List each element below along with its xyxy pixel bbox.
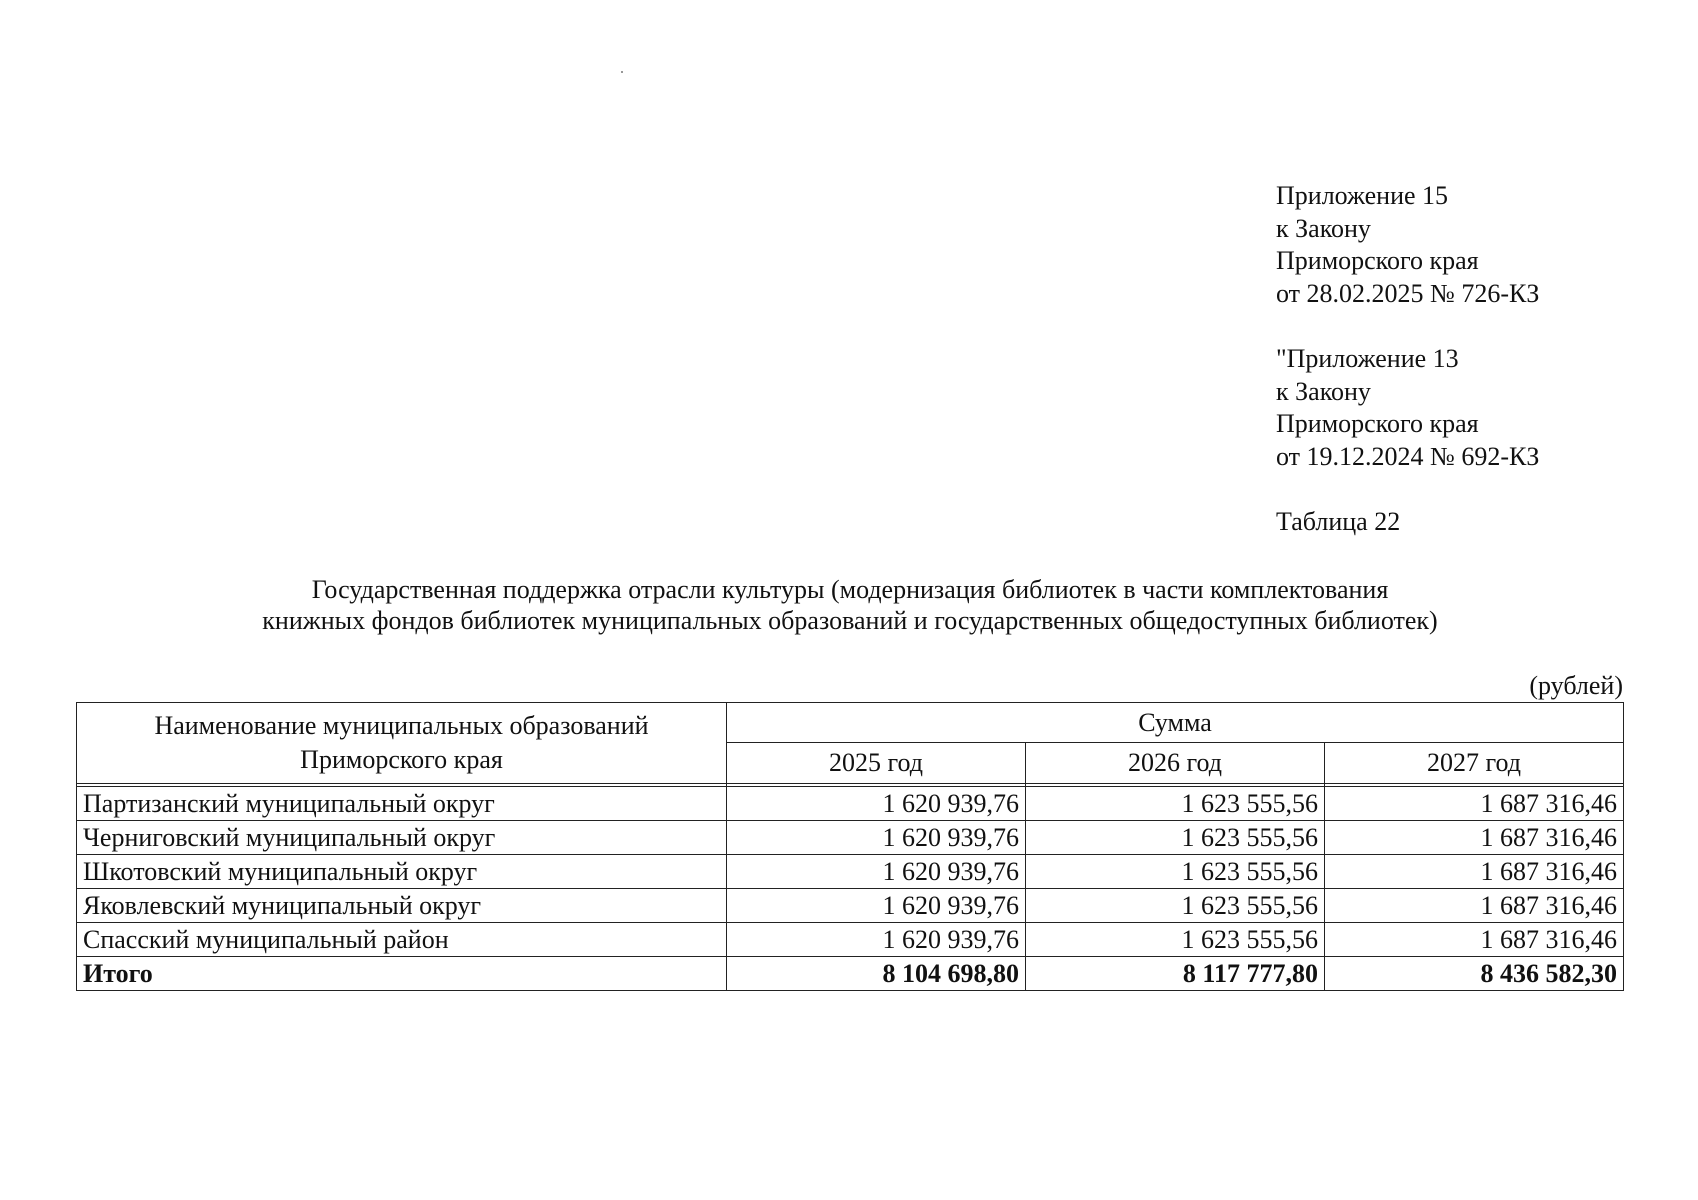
municipality-header-line: Наименование муниципальных образований (154, 711, 649, 740)
municipality-name-cell: Яковлевский муниципальный округ (77, 889, 727, 923)
amount-2026-cell: 1 623 555,56 (1026, 821, 1325, 855)
municipality-name-cell: Спасский муниципальный район (77, 923, 727, 957)
amount-2026-cell: 1 623 555,56 (1026, 889, 1325, 923)
amount-2025-cell: 1 620 939,76 (727, 889, 1026, 923)
appendix-previous-line: от 19.12.2024 № 692-КЗ (1276, 441, 1540, 471)
document-title (150, 574, 1550, 636)
amount-2027-cell: 1 687 316,46 (1325, 923, 1624, 957)
total-row (77, 957, 1624, 991)
appendix-current-line: от 28.02.2025 № 726-КЗ (1276, 278, 1540, 308)
appendix-current-reference (1276, 180, 1539, 310)
total-2025-cell: 8 104 698,80 (727, 957, 1026, 991)
appendix-previous-line: к Закону (1276, 376, 1371, 406)
amount-2025-cell: 1 620 939,76 (727, 787, 1026, 821)
amount-2025-cell: 1 620 939,76 (727, 855, 1026, 889)
scan-speck (621, 71, 623, 73)
table-number: Таблица 22 (1276, 507, 1401, 536)
amount-2027-cell: 1 687 316,46 (1325, 821, 1624, 855)
municipality-header-line: Приморского края (300, 745, 503, 774)
table-row (77, 855, 1624, 889)
table-row (77, 821, 1624, 855)
total-2027-cell: 8 436 582,30 (1325, 957, 1624, 991)
year-column-header: 2027 год (1325, 743, 1624, 784)
amount-2026-cell: 1 623 555,56 (1026, 855, 1325, 889)
appendix-current-line: Приморского края (1276, 246, 1479, 275)
table-row (77, 787, 1624, 821)
sum-column-header: Сумма (727, 703, 1624, 743)
municipality-name-cell: Черниговский муниципальный округ (77, 821, 727, 855)
amount-2027-cell: 1 687 316,46 (1325, 855, 1624, 889)
table-header (77, 703, 1624, 784)
total-2026-cell: 8 117 777,80 (1026, 957, 1325, 991)
total-label-cell: Итого (77, 957, 727, 991)
appendix-previous-reference (1276, 343, 1539, 473)
municipality-column-header (77, 703, 727, 784)
amount-2026-cell: 1 623 555,56 (1026, 787, 1325, 821)
units-label: (рублей) (1529, 671, 1623, 700)
amount-2025-cell: 1 620 939,76 (727, 821, 1026, 855)
appendix-current-line: к Закону (1276, 213, 1371, 243)
appendix-previous-line: "Приложение 13 (1276, 344, 1459, 373)
document-title-line: Государственная поддержка отрасли культуры (модернизация библиотек в части комплектования (311, 575, 1389, 604)
appendix-previous-line: Приморского края (1276, 409, 1479, 438)
table-row (77, 889, 1624, 923)
municipality-name-cell: Шкотовский муниципальный округ (77, 855, 727, 889)
amount-2026-cell: 1 623 555,56 (1026, 923, 1325, 957)
amount-2027-cell: 1 687 316,46 (1325, 787, 1624, 821)
table-row (77, 923, 1624, 957)
amount-2027-cell: 1 687 316,46 (1325, 889, 1624, 923)
municipality-name-cell: Партизанский муниципальный округ (77, 787, 727, 821)
table-body (77, 784, 1624, 991)
budget-table (76, 702, 1624, 991)
appendix-current-line: Приложение 15 (1276, 181, 1449, 210)
document-title-line: книжных фондов библиотек муниципальных образований и государственных общедоступных библиотек) (262, 606, 1438, 635)
year-column-header: 2026 год (1026, 743, 1325, 784)
amount-2025-cell: 1 620 939,76 (727, 923, 1026, 957)
table-header-row (77, 703, 1624, 743)
year-column-header: 2025 год (727, 743, 1026, 784)
